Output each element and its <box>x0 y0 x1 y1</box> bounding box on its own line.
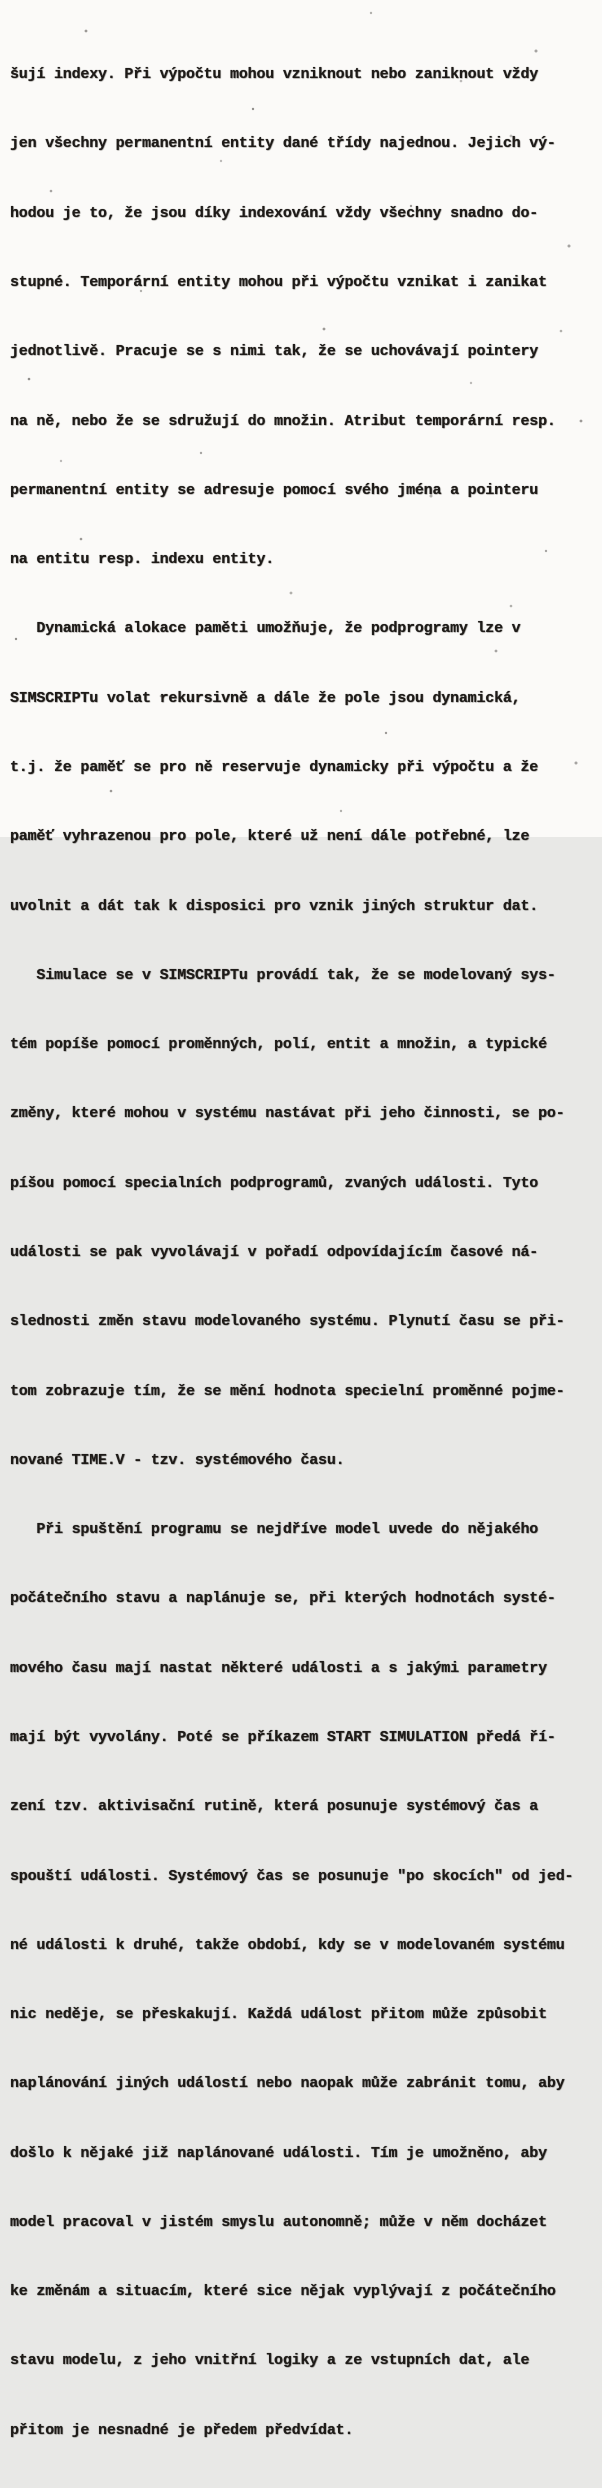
text-line: stavu modelu, z jeho vnitřní logiky a ze vstupních dat, ale <box>10 2352 530 2370</box>
text-line: píšou pomocí specialních podprogramů, zvaných události. Tyto <box>10 1174 539 1192</box>
text-line: tém popíše pomocí proměnných, polí, entit a množin, a typické <box>10 1036 547 1054</box>
text-line: Dynamická alokace paměti umožňuje, že podprogramy lze v <box>10 620 521 638</box>
typewritten-text <box>10 17 600 2488</box>
text-line: události se pak vyvolávají v pořadí odpovídajícím časové ná- <box>10 1243 539 1261</box>
text-line: slednosti změn stavu modelovaného systému. Plynutí času se při- <box>10 1313 565 1331</box>
text-line: Při spuštění programu se nejdříve model uvede do nějakého <box>10 1521 539 1539</box>
text-line: uvolnit a dát tak k disposici pro vznik jiných struktur dat. <box>10 897 539 915</box>
text-line: přitom je nesnadné je předem předvídat. <box>10 2421 354 2439</box>
text-line: jen všechny permanentní entity dané třídy najednou. Jejich vý- <box>10 135 556 153</box>
text-line: změny, které mohou v systému nastávat při jeho činnosti, se po- <box>10 1105 565 1123</box>
text-line: počátečního stavu a naplánuje se, při kterých hodnotách systé- <box>10 1590 556 1608</box>
text-line: Simulace se v SIMSCRIPTu provádí tak, že se modelovaný sys- <box>10 966 556 984</box>
text-line: naplánování jiných událostí nebo naopak může zabránit tomu, aby <box>10 2075 565 2093</box>
text-line: zení tzv. aktivisační rutině, která posunuje systémový čas a <box>10 1798 539 1816</box>
text-line: hodou je to, že jsou díky indexování vždy všechny snadno do- <box>10 204 539 222</box>
text-line: ke změnám a situacím, které sice nějak vyplývají z počátečního <box>10 2283 556 2301</box>
text-line: stupné. Temporární entity mohou při výpočtu vznikat i zanikat <box>10 274 547 292</box>
text-line: došlo k nějaké již naplánované události. Tím je umožněno, aby <box>10 2144 547 2162</box>
text-line: mového času mají nastat některé události a s jakými parametry <box>10 1659 547 1677</box>
text-line: na ně, nebo že se sdružují do množin. Atribut temporární resp. <box>10 412 556 430</box>
text-line: na entitu resp. indexu entity. <box>10 551 275 569</box>
text-line: nované TIME.V - tzv. systémového času. <box>10 1451 345 1469</box>
text-line: permanentní entity se adresuje pomocí svého jména a pointeru <box>10 481 539 499</box>
text-line: jednotlivě. Pracuje se s nimi tak, že se uchovávají pointery <box>10 343 539 361</box>
text-line: šují indexy. Při výpočtu mohou vzniknout nebo zaniknout vždy <box>10 66 539 84</box>
text-line: nic neděje, se přeskakují. Každá událost přitom může způsobit <box>10 2006 547 2024</box>
text-line: mají být vyvolány. Poté se příkazem START SIMULATION předá ří- <box>10 1728 556 1746</box>
text-line: model pracoval v jistém smyslu autonomně; může v něm docházet <box>10 2213 547 2231</box>
text-line: tom zobrazuje tím, že se mění hodnota specielní proměnné pojme- <box>10 1382 565 1400</box>
text-line: SIMSCRIPTu volat rekursivně a dále že pole jsou dynamická, <box>10 689 521 707</box>
text-line: né události k druhé, takže období, kdy se v modelovaném systému <box>10 1936 565 1954</box>
text-line: spouští události. Systémový čas se posunuje "po skocích" od jed- <box>10 1867 574 1885</box>
text-line: t.j. že paměť se pro ně reservuje dynamicky při výpočtu a že <box>10 759 539 776</box>
text-line: paměť vyhrazenou pro pole, které už není dále potřebné, lze <box>10 828 530 846</box>
